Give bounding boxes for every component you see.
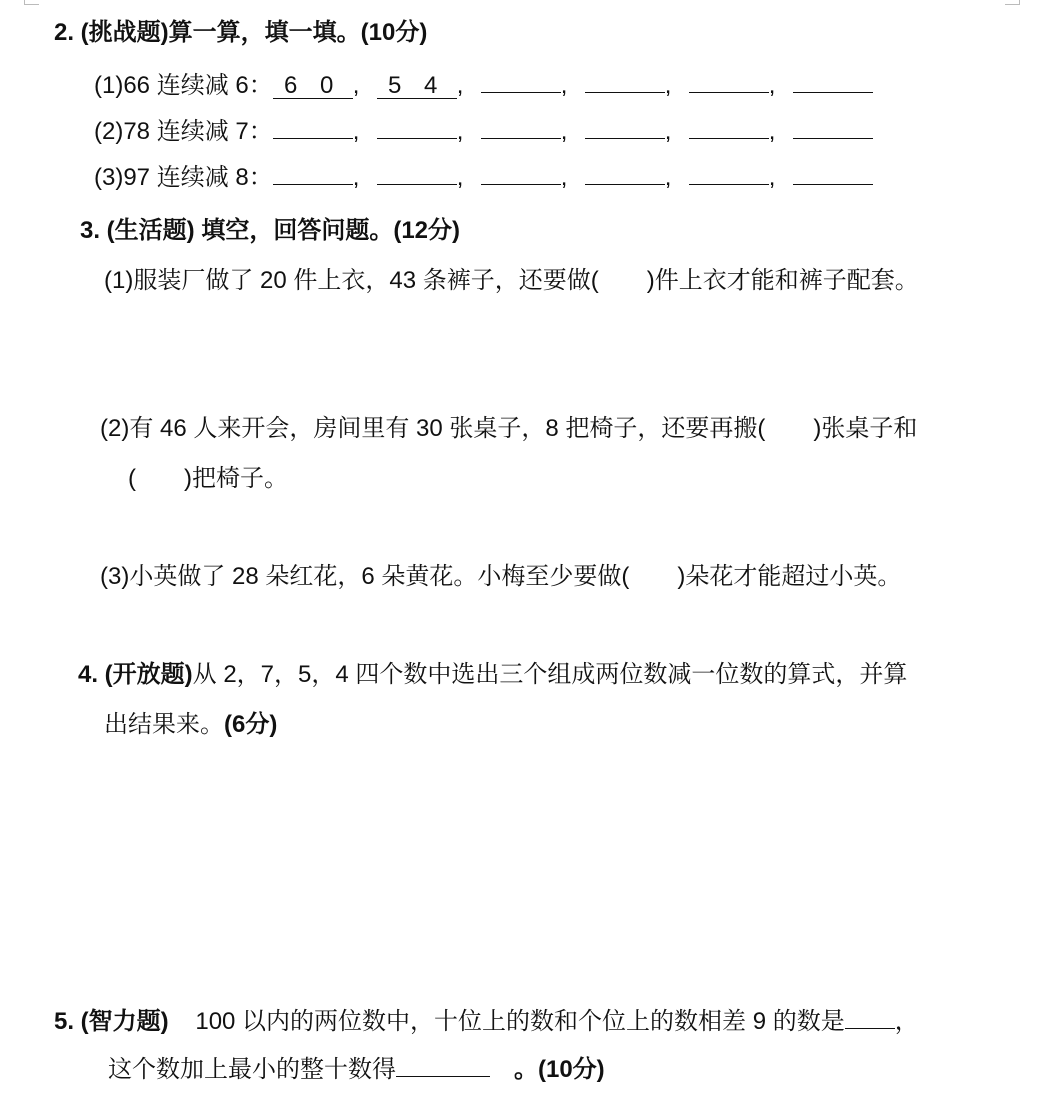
question-3-part-3: (3)小英做了 28 朵红花，6 朵黄花。小梅至少要做( )朵花才能超过小英。 (100, 563, 902, 590)
question-4-score: (6分) (224, 711, 278, 738)
page-corner-mark (1005, 0, 1020, 5)
comma: , (664, 164, 672, 191)
answer-blank[interactable] (273, 114, 353, 139)
answer-blank[interactable]: 6 0 (273, 74, 353, 99)
answer-blank[interactable] (793, 160, 873, 185)
question-5-text: 100 以内的两位数中，十位上的数和个位上的数相差 9 的数是 (195, 1008, 845, 1035)
question-3-part-1: (1)服装厂做了 20 件上衣，43 条裤子，还要做( )件上衣才能和裤子配套。 (104, 267, 919, 294)
question-4-line-1 (78, 660, 907, 690)
page-corner-mark (24, 0, 39, 5)
answer-blank[interactable] (689, 160, 769, 185)
comma: , (664, 118, 672, 145)
answer-blank[interactable] (481, 114, 561, 139)
question-2-row (94, 68, 873, 101)
answer-blank[interactable] (689, 114, 769, 139)
comma: , (560, 72, 568, 99)
answer-blank[interactable] (273, 160, 353, 185)
comma: , (352, 118, 360, 145)
question-5-score: 。(10分) (514, 1056, 605, 1083)
question-4-line-2 (104, 710, 277, 740)
answer-blank[interactable] (689, 68, 769, 93)
comma: , (352, 72, 360, 99)
comma: , (352, 164, 360, 191)
comma: , (664, 72, 672, 99)
comma: , (768, 118, 776, 145)
row-label: (3)97 连续减 8： (94, 164, 273, 191)
comma: ， (894, 1008, 919, 1035)
answer-blank[interactable] (585, 68, 665, 93)
comma: , (560, 118, 568, 145)
question-5-title: 5. (智力题) (54, 1008, 169, 1035)
comma: , (456, 164, 464, 191)
comma: , (560, 164, 568, 191)
question-2-row (94, 160, 873, 193)
question-3-part-2-line-1: (2)有 46 人来开会，房间里有 30 张桌子，8 把椅子，还要再搬( )张桌子和 (100, 415, 918, 442)
comma: , (768, 164, 776, 191)
answer-blank[interactable] (845, 1006, 895, 1029)
question-3-part-2-line-2: ( )把椅子。 (128, 465, 288, 492)
answer-blank[interactable] (377, 114, 457, 139)
comma: , (456, 118, 464, 145)
comma: , (768, 72, 776, 99)
answer-blank[interactable] (481, 68, 561, 93)
row-label: (2)78 连续减 7： (94, 118, 273, 145)
answer-blank[interactable] (377, 160, 457, 185)
answer-blank[interactable] (585, 114, 665, 139)
answer-blank[interactable] (793, 114, 873, 139)
answer-blank[interactable]: 5 4 (377, 74, 457, 99)
question-4-text-2: 出结果来。 (104, 711, 224, 738)
comma: , (456, 72, 464, 99)
question-2-row (94, 114, 873, 147)
row-label: (1)66 连续减 6： (94, 72, 273, 99)
question-3-title: 3. (生活题) 填空，回答问题。(12分) (80, 217, 461, 244)
question-5-text-2: 这个数加上最小的整十数得 (108, 1056, 396, 1083)
answer-blank[interactable] (396, 1054, 490, 1077)
answer-blank[interactable] (585, 160, 665, 185)
question-2-title: 2. (挑战题)算一算，填一填。(10分) (54, 19, 428, 46)
answer-blank[interactable] (481, 160, 561, 185)
answer-blank[interactable] (793, 68, 873, 93)
question-4-title: 4. (开放题) (78, 661, 193, 688)
question-5-line-1 (54, 1006, 919, 1037)
question-5-line-2 (108, 1054, 605, 1085)
question-4-text: 从 2，7，5，4 四个数中选出三个组成两位数减一位数的算式，并算 (192, 661, 908, 688)
